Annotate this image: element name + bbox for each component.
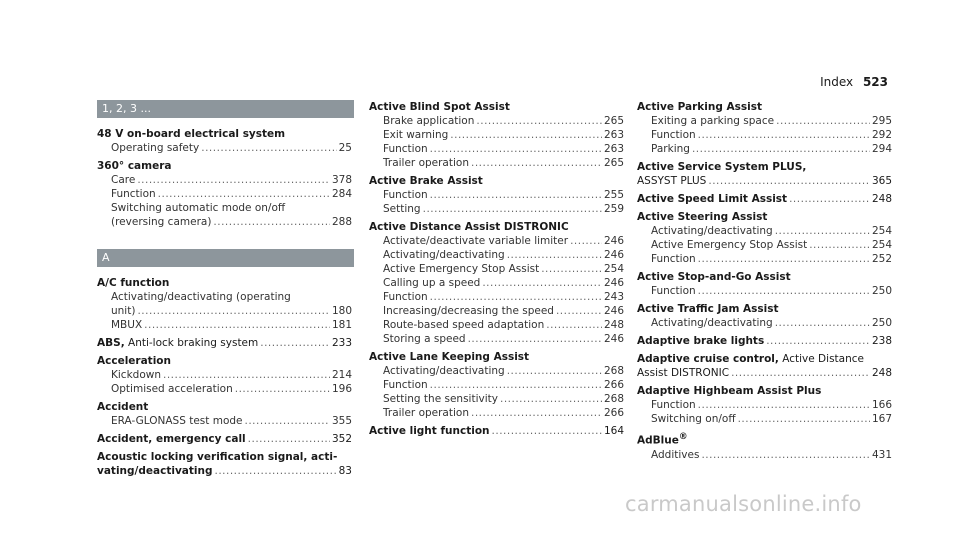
index-subentry[interactable]: Switching on/off ..... 167 <box>637 412 892 426</box>
index-entry <box>97 159 352 229</box>
index-subentry[interactable]: ERA-GLONASS test mode ..... 355 <box>97 414 352 428</box>
index-term: Active Steering Assist <box>637 211 768 223</box>
index-subentry[interactable]: Setting the sensitivity ..... 268 <box>369 392 624 406</box>
index-entry[interactable]: Active Speed Limit Assist ..... 248 <box>637 192 892 206</box>
registered-mark: ® <box>678 432 688 442</box>
index-subentry[interactable]: Brake application ..... 265 <box>369 114 624 128</box>
index-subentry[interactable]: Operating safety ..... 25 <box>97 141 352 155</box>
index-subentry[interactable]: Route-based speed adaptation ..... 248 <box>369 318 624 332</box>
index-subentry[interactable]: Setting ..... 259 <box>369 202 624 216</box>
index-entry <box>637 302 892 330</box>
index-subentry[interactable]: Trailer operation ..... 265 <box>369 156 624 170</box>
index-column-3 <box>637 100 892 466</box>
index-column-2 <box>369 100 624 442</box>
index-subentry[interactable]: Function ..... 292 <box>637 128 892 142</box>
index-entry <box>369 174 624 216</box>
page-number: 523 <box>862 75 888 89</box>
index-subentry[interactable]: Function ..... 250 <box>637 284 892 298</box>
index-entry <box>97 450 352 478</box>
index-subentry[interactable]: Kickdown ..... 214 <box>97 368 352 382</box>
index-term: Acceleration <box>97 355 171 367</box>
index-subentry[interactable]: ASSYST PLUS ..... 365 <box>637 174 892 188</box>
page-header <box>820 75 888 89</box>
index-subentry[interactable]: Parking ..... 294 <box>637 142 892 156</box>
index-subentry-line: Switching automatic mode on/off <box>111 202 286 214</box>
watermark: carmanualsonline.info <box>625 492 862 516</box>
index-subentry[interactable]: Storing a speed ..... 246 <box>369 332 624 346</box>
section-header-a: A <box>97 249 354 267</box>
index-subentry-line: Activating/deactivating (operating <box>111 291 291 303</box>
index-term: AdBlue® <box>637 432 688 447</box>
index-subentry[interactable]: Exiting a parking space ..... 295 <box>637 114 892 128</box>
index-subentry[interactable]: Exit warning ..... 263 <box>369 128 624 142</box>
index-term-line: Adaptive cruise control, Active Distance <box>637 353 864 365</box>
index-subentry[interactable]: Activate/deactivate variable limiter ..... 246 <box>369 234 624 248</box>
index-term: Active Traffic Jam Assist <box>637 303 779 315</box>
index-entry[interactable]: Adaptive brake lights ..... 238 <box>637 334 892 348</box>
index-subentry[interactable]: Function ..... 243 <box>369 290 624 304</box>
index-entry <box>637 430 892 462</box>
index-term: Active Lane Keeping Assist <box>369 351 530 363</box>
index-subentry[interactable]: Trailer operation ..... 266 <box>369 406 624 420</box>
index-subentry[interactable]: (reversing camera) ..... 288 <box>97 215 352 229</box>
index-subentry[interactable]: Increasing/decreasing the speed ..... 246 <box>369 304 624 318</box>
index-subentry[interactable]: vating/deactivating ..... 83 <box>97 464 352 478</box>
index-term: Acoustic locking verification signal, acti- <box>97 451 338 463</box>
index-subentry[interactable]: Activating/deactivating ..... 250 <box>637 316 892 330</box>
index-entry <box>637 160 892 188</box>
index-subentry[interactable]: Calling up a speed ..... 246 <box>369 276 624 290</box>
index-entry <box>637 384 892 426</box>
index-subentry[interactable]: Function ..... 284 <box>97 187 352 201</box>
section-header-numbers: 1, 2, 3 ... <box>97 100 354 118</box>
header-label: Index <box>820 75 854 89</box>
index-term: Accident <box>97 401 149 413</box>
index-subentry[interactable]: Activating/deactivating ..... 268 <box>369 364 624 378</box>
index-subentry[interactable]: MBUX ..... 181 <box>97 318 352 332</box>
index-term: 360° camera <box>97 160 172 172</box>
index-subentry[interactable]: Care ..... 378 <box>97 173 352 187</box>
index-term: Active Distance Assist DISTRONIC <box>369 221 569 233</box>
index-entry[interactable]: Active light function ..... 164 <box>369 424 624 438</box>
index-term: Adaptive Highbeam Assist Plus <box>637 385 822 397</box>
index-entry <box>369 350 624 420</box>
index-subentry[interactable]: Function ..... 255 <box>369 188 624 202</box>
index-term: Active Stop-and-Go Assist <box>637 271 791 283</box>
index-entry <box>637 270 892 298</box>
index-term: Active Brake Assist <box>369 175 483 187</box>
index-subentry[interactable]: Function ..... 263 <box>369 142 624 156</box>
index-subentry[interactable]: unit) ..... 180 <box>97 304 352 318</box>
index-subentry[interactable]: Active Emergency Stop Assist ..... 254 <box>637 238 892 252</box>
index-term: A/C function <box>97 277 170 289</box>
index-subentry[interactable]: Optimised acceleration ..... 196 <box>97 382 352 396</box>
index-term: 48 V on-board electrical system <box>97 128 286 140</box>
index-subentry[interactable]: Function ..... 266 <box>369 378 624 392</box>
index-subentry[interactable]: Additives ..... 431 <box>637 448 892 462</box>
index-term: Active Service System PLUS, <box>637 161 807 173</box>
index-entry <box>369 100 624 170</box>
index-column-1 <box>97 100 352 482</box>
index-entry[interactable]: Accident, emergency call ..... 352 <box>97 432 352 446</box>
index-entry <box>637 100 892 156</box>
index-entry <box>97 276 352 332</box>
index-subentry[interactable]: Activating/deactivating ..... 254 <box>637 224 892 238</box>
index-subentry[interactable]: Assist DISTRONIC ..... 248 <box>637 366 892 380</box>
index-entry <box>97 354 352 396</box>
index-subentry[interactable]: Function ..... 252 <box>637 252 892 266</box>
index-subentry[interactable]: Activating/deactivating ..... 246 <box>369 248 624 262</box>
index-entry <box>637 352 892 380</box>
index-entry <box>637 210 892 266</box>
index-entry <box>369 220 624 346</box>
index-entry[interactable]: ABS, Anti-lock braking system ..... 233 <box>97 336 352 350</box>
index-term: Active Blind Spot Assist <box>369 101 510 113</box>
index-subentry[interactable]: Active Emergency Stop Assist ..... 254 <box>369 262 624 276</box>
index-term: Active Parking Assist <box>637 101 762 113</box>
index-entry <box>97 127 352 155</box>
index-entry <box>97 400 352 428</box>
index-subentry[interactable]: Function ..... 166 <box>637 398 892 412</box>
